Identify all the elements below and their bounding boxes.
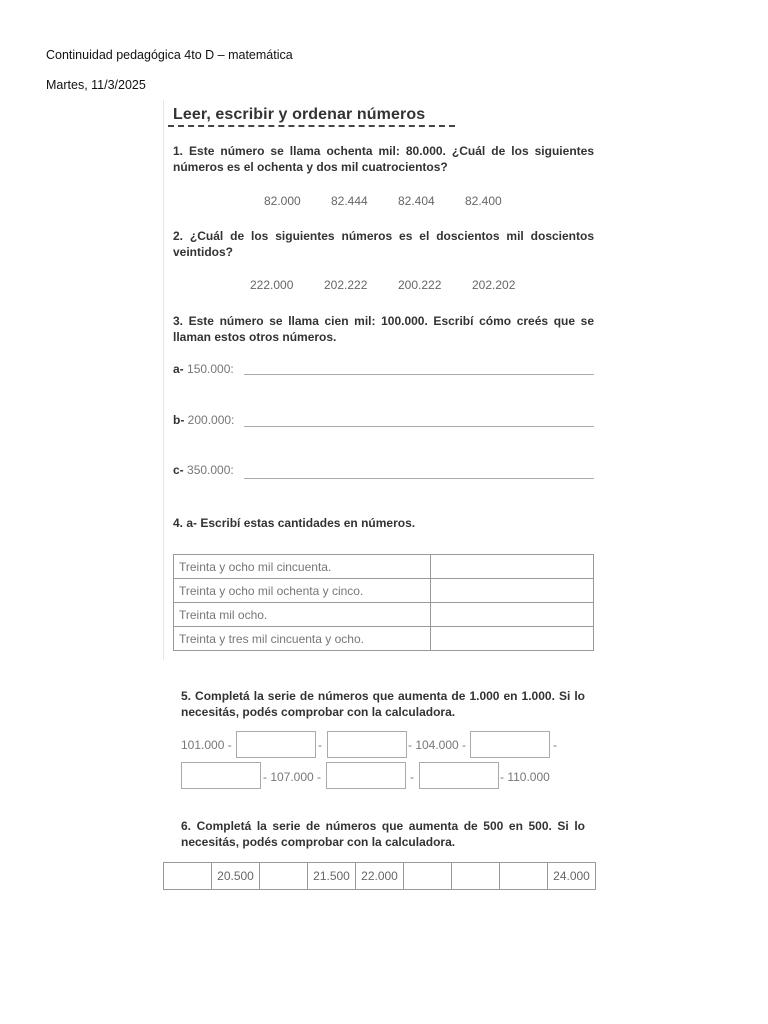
q4-answer-cell[interactable] [431,627,594,651]
q5-sequence-text: - 110.000 [500,770,550,784]
q3-item-letter: b- [173,413,185,427]
q1-option: 82.444 [331,194,368,208]
q6-cell: 22.000 [356,863,404,890]
q4-answer-cell[interactable] [431,579,594,603]
question-3: 3. Este número se llama cien mil: 100.000. Escribí cómo creés que se llaman estos otros números. [173,314,594,344]
q1-option: 82.400 [465,194,502,208]
q4-amount-text: Treinta y ocho mil cincuenta. [174,555,431,579]
q3-item-b [173,413,234,427]
q5-answer-box[interactable] [419,762,499,789]
q3-answer-line-b[interactable] [244,426,594,427]
q3-item-letter: c- [173,463,184,477]
q5-answer-box[interactable] [327,731,407,758]
q3-item-letter: a- [173,362,184,376]
q3-item-number: 150.000: [187,362,234,376]
q2-option: 202.202 [472,278,516,292]
q4-answer-cell[interactable] [431,603,594,627]
q1-option: 82.000 [264,194,301,208]
document-heading: Continuidad pedagógica 4to D – matemática [46,48,293,62]
q6-cell[interactable] [452,863,500,890]
q5-answer-box[interactable] [470,731,550,758]
q3-item-c [173,463,234,477]
q6-table [163,862,596,890]
question-1: 1. Este número se llama ochenta mil: 80.000. ¿Cuál de los siguientes números es el ochenta y dos mil cuatrocientos? [173,144,594,174]
q6-cell[interactable] [500,863,548,890]
q6-cell: 20.500 [212,863,260,890]
q4-amount-text: Treinta y ocho mil ochenta y cinco. [174,579,431,603]
q3-answer-line-a[interactable] [244,374,594,375]
question-5: 5. Completá la serie de números que aumenta de 1.000 en 1.000. Si lo necesitás, podés comprobar con la calculadora. [181,689,585,719]
q6-cell[interactable] [164,863,212,890]
document-date: Martes, 11/3/2025 [46,78,146,92]
q6-cell[interactable] [404,863,452,890]
q5-sequence-text: - [553,738,557,752]
q4-answer-cell[interactable] [431,555,594,579]
q5-answer-box[interactable] [236,731,316,758]
worksheet-title: Leer, escribir y ordenar números [173,106,426,123]
table-row [164,863,596,890]
q5-answer-box[interactable] [181,762,261,789]
q2-option: 202.222 [324,278,368,292]
q5-answer-box[interactable] [326,762,406,789]
table-row [174,603,594,627]
q5-sequence-text: - 107.000 - [263,770,322,784]
q4-amount-text: Treinta y tres mil cincuenta y ocho. [174,627,431,651]
q3-item-a [173,362,234,376]
q3-answer-line-c[interactable] [244,478,594,479]
q6-cell[interactable] [260,863,308,890]
q3-item-number: 200.000: [187,413,235,427]
q5-sequence-text: 101.000 - [181,738,232,752]
table-row [174,579,594,603]
q4-amount-text: Treinta mil ocho. [174,603,431,627]
q2-option: 222.000 [250,278,294,292]
q6-cell: 24.000 [548,863,596,890]
q5-sequence-text: - 104.000 - [408,738,467,752]
table-row [174,555,594,579]
question-6: 6. Completá la serie de números que aumenta de 500 en 500. Si lo necesitás, podés comprobar con la calculadora. [181,819,585,849]
question-4: 4. a- Escribí estas cantidades en números. [173,516,416,530]
q4-table [173,554,594,651]
table-row [174,627,594,651]
q6-cell: 21.500 [308,863,356,890]
q1-option: 82.404 [398,194,435,208]
question-2: 2. ¿Cuál de los siguientes números es el doscientos mil doscientos veintidos? [173,229,594,259]
q5-sequence-text: - [410,770,414,784]
q3-item-number: 350.000: [187,463,234,477]
title-underline [168,125,455,127]
q5-sequence-text: - [318,738,322,752]
q2-option: 200.222 [398,278,442,292]
